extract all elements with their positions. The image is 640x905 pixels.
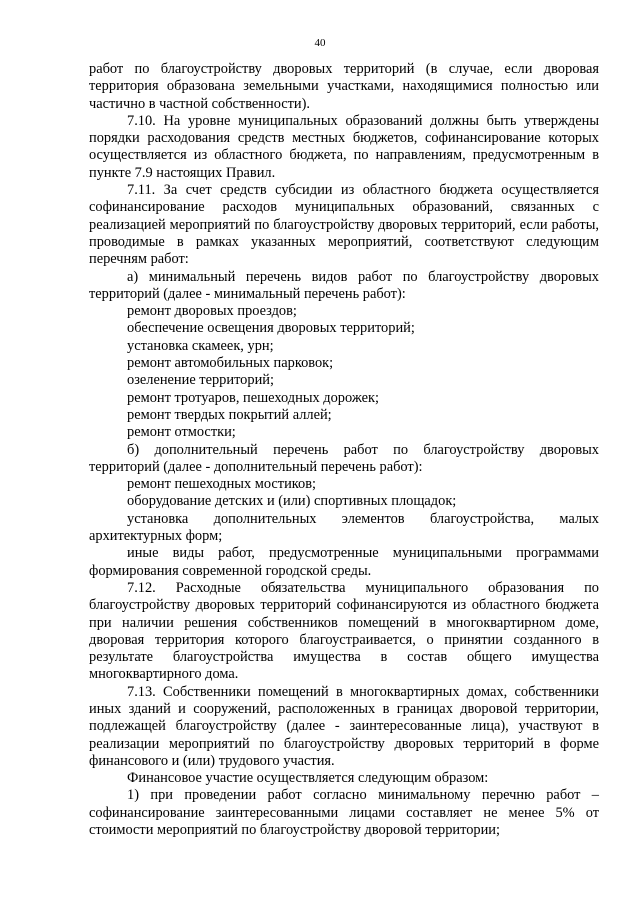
list-item: ремонт автомобильных парковок; bbox=[127, 355, 334, 372]
list-item: озеленение территорий; bbox=[127, 372, 274, 389]
list-heading-additional: б) дополнительный перечень работ по благоустройству дворовых территорий (далее - дополнительный перечень работ): bbox=[89, 441, 599, 475]
list-item: ремонт дворовых проездов; bbox=[127, 303, 297, 320]
list-item: ремонт отмостки; bbox=[127, 424, 236, 441]
paragraph-item-1: 1) при проведении работ согласно минимальному перечню работ – софинансирование заинтересованными лицами составляет не менее 5% от стоимости мероприятий по благоустройству дворовой территории; bbox=[89, 787, 599, 839]
list-item: иные виды работ, предусмотренные муниципальными программами формирования современной городской среды. bbox=[89, 545, 599, 579]
paragraph-7-10: 7.10. На уровне муниципальных образований должны быть утверждены порядки расходования средств местных бюджетов, софинансирование которых осуществляется из областного бюджета, по направлениям, предусмотренным в пункте 7.9 настоящих Правил. bbox=[89, 112, 599, 181]
list-item: ремонт пешеходных мостиков; bbox=[127, 476, 317, 493]
paragraph-7-12: 7.12. Расходные обязательства муниципального образования по благоустройству дворовых территорий софинансируются из областного бюджета при наличии решения собственников помещений в многоквартирном доме, дворовая территория которого благоустраивается, о принятии созданного в результате благоустройства имущества в состав общего имущества многоквартирного дома. bbox=[89, 579, 599, 683]
paragraph-continuation: работ по благоустройству дворовых территорий (в случае, если дворовая территория образована земельными участками, находящимися полностью или частично в частной собственности). bbox=[89, 61, 599, 112]
list-heading-minimal: а) минимальный перечень видов работ по благоустройству дворовых территорий (далее - минимальный перечень работ): bbox=[89, 268, 599, 302]
list-item: ремонт тротуаров, пешеходных дорожек; bbox=[127, 389, 379, 406]
paragraph-7-13: 7.13. Собственники помещений в многоквартирных домах, собственники иных зданий и сооружений, расположенных в границах дворовой территории, подлежащей благоустройству (далее - заинтересованные лица), участвуют в реализации мероприятий по благоустройству дворовых территорий в форме финансового и (или) трудового участия. bbox=[89, 683, 599, 769]
list-item: установка дополнительных элементов благоустройства, малых архитектурных форм; bbox=[89, 510, 599, 545]
paragraph-financial-participation: Финансовое участие осуществляется следующим образом: bbox=[127, 770, 489, 787]
page-number: 40 bbox=[314, 37, 326, 49]
list-item: обеспечение освещения дворовых территорий; bbox=[127, 320, 415, 337]
list-item: ремонт твердых покрытий аллей; bbox=[127, 406, 332, 423]
paragraph-7-11: 7.11. За счет средств субсидии из областного бюджета осуществляется софинансирование расходов муниципальных образований, связанных с реализацией мероприятий по благоустройству дворовых территорий, если работы, проводимые в рамках указанных мероприятий, соответствуют следующим перечням работ: bbox=[89, 182, 599, 268]
document-body bbox=[89, 61, 599, 839]
list-item: оборудование детских и (или) спортивных площадок; bbox=[127, 493, 457, 510]
list-item: установка скамеек, урн; bbox=[127, 337, 274, 354]
